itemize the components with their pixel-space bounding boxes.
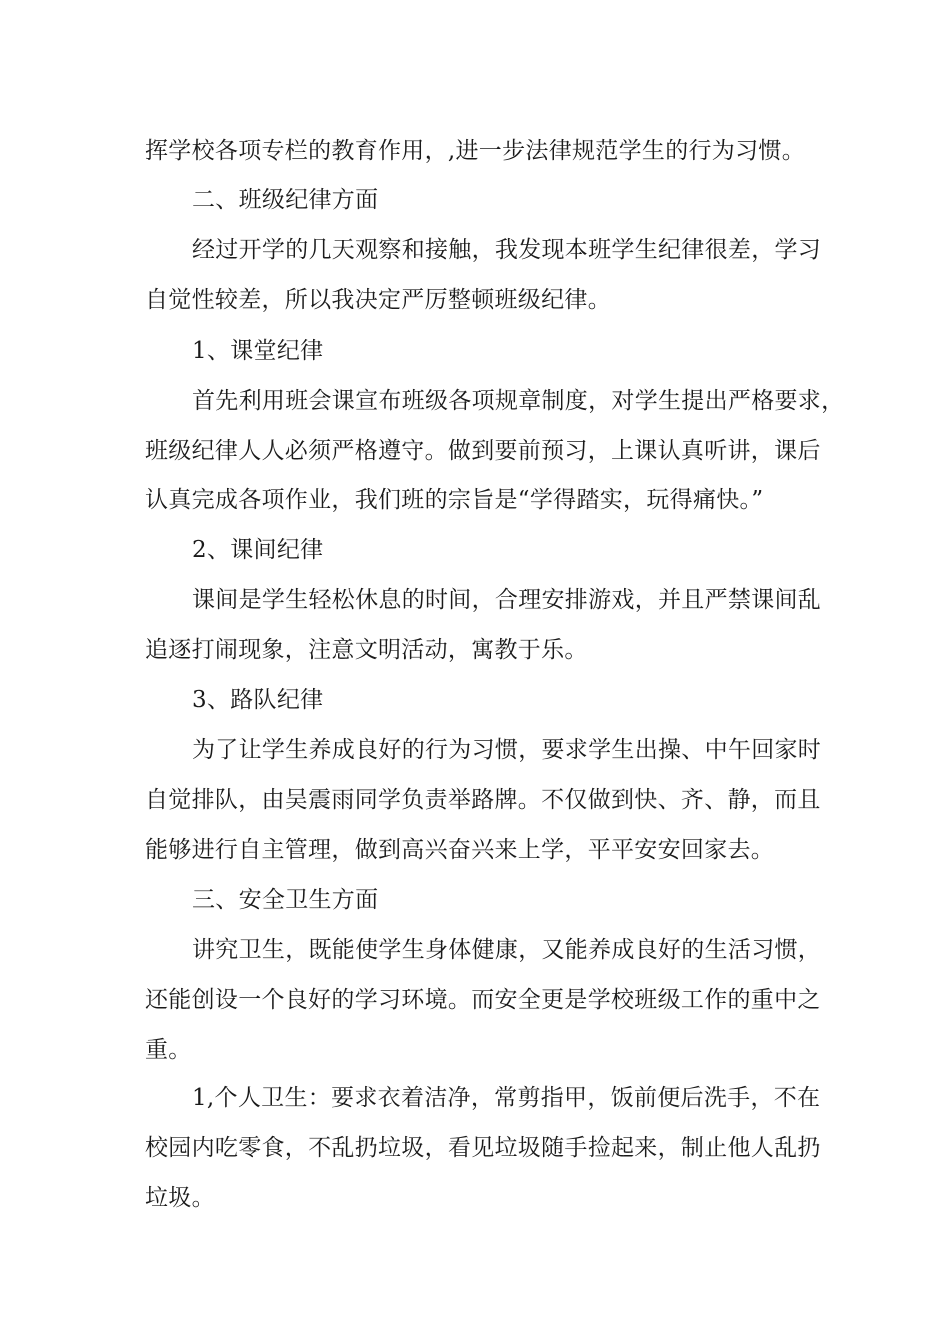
paragraph-line: 自觉排队，由吴震雨同学负责举路牌。不仅做到快、齐、静，而且 [145,787,821,813]
section-heading-class-discipline: 二、班级纪律方面 [192,187,379,213]
subheading-queue-discipline: 3、路队纪律 [192,687,324,713]
paragraph-line: 垃圾。 [145,1185,215,1211]
subheading-break-discipline: 2、课间纪律 [192,537,324,563]
paragraph-line: 还能创设一个良好的学习环境。而安全更是学校班级工作的重中之 [145,987,821,1013]
paragraph-line: 经过开学的几天观察和接触，我发现本班学生纪律很差，学习 [192,237,822,263]
paragraph-line: 为了让学生养成良好的行为习惯，要求学生出操、中午回家时 [192,737,822,763]
paragraph-line: 1,个人卫生：要求衣着洁净，常剪指甲，饭前便后洗手，不在 [192,1085,821,1111]
paragraph-line: 班级纪律人人必须严格遵守。做到要前预习，上课认真听讲，课后 [145,438,821,464]
paragraph-line: 校园内吃零食，不乱扔垃圾，看见垃圾随手捡起来，制止他人乱扔 [145,1135,821,1161]
paragraph-line: 讲究卫生，既能使学生身体健康，又能养成良好的生活习惯， [192,937,822,963]
paragraph-line: 追逐打闹现象，注意文明活动，寓教于乐。 [145,637,588,663]
subheading-classroom-discipline: 1、课堂纪律 [192,338,324,364]
paragraph-line: 能够进行自主管理，做到高兴奋兴来上学，平平安安回家去。 [145,837,775,863]
section-heading-safety-hygiene: 三、安全卫生方面 [192,887,379,913]
paragraph-line: 认真完成各项作业，我们班的宗旨是“学得踏实，玩得痛快。” [145,487,764,513]
paragraph-line: 重。 [145,1037,192,1063]
paragraph-line: 自觉性较差，所以我决定严厉整顿班级纪律。 [145,287,611,313]
paragraph-line: 课间是学生轻松休息的时间，合理安排游戏，并且严禁课间乱 [192,587,822,613]
paragraph-line: 首先利用班会课宣布班级各项规章制度，对学生提出严格要求， [192,388,845,414]
paragraph-continuation-line: 挥学校各项专栏的教育作用，,进一步法律规范学生的行为习惯。 [145,138,806,164]
